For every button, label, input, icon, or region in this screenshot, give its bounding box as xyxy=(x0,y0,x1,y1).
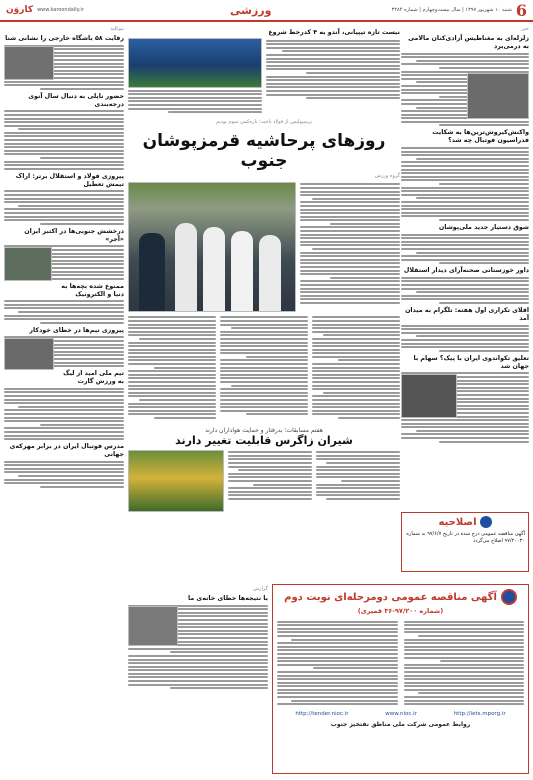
date-group xyxy=(392,1,527,20)
top-headline: نیست تازه تیپیانی، آندو به ۴ کدرخط شروع xyxy=(268,29,400,36)
news-photo xyxy=(467,73,529,119)
text-block xyxy=(316,451,400,500)
section-name: ورزشی xyxy=(230,4,272,17)
page-header xyxy=(0,0,533,22)
right-story2-title: واکنش‌کیروش‌ترین‌ها به شکایت فدراسیون فوتبال چه شد؟ xyxy=(432,129,529,145)
left-story1-title: رقابت ۵۸ باشگاه خارجی را نشانی شنا xyxy=(5,35,124,42)
text-block xyxy=(128,316,216,419)
bottom-story-title: با نتیجه‌ها خطای خانه‌ی ما xyxy=(187,595,268,602)
text-block xyxy=(4,388,124,440)
oil-company-icon xyxy=(480,516,492,528)
left-story3-title: پیروزی فولاد و استقلال برتر: اراک تیمش تعطیل xyxy=(15,172,124,188)
right-story4-title: داور خوزستانی صحنه‌آرای دیدار استقلال xyxy=(403,267,529,275)
left-story6-title: پیروزی تیم‌ها در خطا‌ی خودکار xyxy=(29,326,124,334)
tender-ad xyxy=(272,584,529,774)
byline: گروه ورزش xyxy=(374,172,400,179)
tender-url-1[interactable]: http://iets.mporg.ir xyxy=(453,710,506,717)
left-section-label: نیوکلید xyxy=(110,26,124,32)
right-story1-title: زلزله‌ای به مغناطیس آزادی‌کنان مالامی به درمی‌برد xyxy=(408,35,529,50)
player-figure xyxy=(231,231,253,311)
tender-subtitle: (شماره ۹۷/۲۰۰-۳۶ قمیری) xyxy=(357,607,444,615)
main-story xyxy=(128,131,400,421)
main-photo xyxy=(128,182,296,312)
second-kicker: هفتم مسابقات؛ بدرفتار و حمایت هواداران دارند xyxy=(205,426,323,434)
left-story2-title: حضور ناپلی به دنبال سال آنوی درجه‌بندی xyxy=(28,92,124,108)
left-story5-title: ممنوع شده بچه‌ها به دنیا و الکترونیک xyxy=(61,282,124,298)
text-block xyxy=(128,90,262,114)
tender-url-3[interactable]: http://tender.nioc.ir xyxy=(295,710,349,717)
right-story5-title: اقلای تکراری اول هفته: تلگرام به میدان آمد xyxy=(405,307,529,323)
team-photo xyxy=(128,38,262,88)
text-block xyxy=(401,325,529,352)
text-block xyxy=(220,316,308,415)
player-figure xyxy=(175,223,197,311)
top-sub: پرسپولیس از فولاد باخت؛ تازه‌کمی سوم بودیم xyxy=(216,118,312,125)
tender-title: آگهی مناقصه عمومی دومرحله‌ای نوبت دوم xyxy=(284,591,497,603)
text-block xyxy=(401,53,529,69)
text-block xyxy=(312,316,400,419)
page-number: 6 xyxy=(515,0,527,20)
text-block xyxy=(4,300,124,324)
text-block xyxy=(401,234,529,265)
text-block xyxy=(228,451,312,500)
correction-box xyxy=(401,512,529,572)
text-block xyxy=(266,40,400,100)
second-story xyxy=(128,427,400,512)
text-block xyxy=(4,190,124,224)
news-photo xyxy=(401,374,457,418)
correction-text: آگهی مناقصه عمومی درج شده در تاریخ ۹۷/۶/۷ به شماره ۹۷/۲۰۰۳۰ اصلاح می‌گردد xyxy=(406,531,525,544)
text-block xyxy=(401,147,529,221)
text-block xyxy=(4,461,124,488)
news-photo xyxy=(128,606,178,646)
left-column xyxy=(4,26,124,489)
brand-logo: کاروَن xyxy=(6,5,34,15)
player-figure xyxy=(203,227,225,311)
left-story4-title: درخشش جنوبی‌ها در اکتبر ایران «آجر» xyxy=(24,227,124,243)
right-story3-title: شوق دستیار جدید ملی‌پوشان xyxy=(438,223,529,231)
bottom-kicker: گزارش xyxy=(252,586,268,592)
correction-title: اصلاحیه xyxy=(438,516,477,528)
text-block xyxy=(4,110,124,170)
right-story6-title: تعلیق تکواندوی ایران با پیک؟ سهام با جهان شد xyxy=(413,354,529,370)
tender-url-2[interactable]: www.nioc.ir xyxy=(385,710,417,717)
news-photo xyxy=(4,46,54,80)
website-link[interactable]: www.karoondaily.ir xyxy=(37,7,84,13)
left-story8-title: مدرس فوتبال ایران در برابر مهرکه‌ی جهانی xyxy=(9,443,124,459)
second-title: شیران زاگرس قابلیت تغییر دارند xyxy=(175,433,353,447)
bottom-story xyxy=(128,586,268,691)
nioc-logo-icon xyxy=(501,589,517,605)
brand-group xyxy=(6,5,84,15)
second-photo xyxy=(128,450,224,512)
text-block xyxy=(404,621,525,706)
text-block xyxy=(277,621,398,706)
news-photo xyxy=(4,247,52,281)
player-figure xyxy=(139,233,165,311)
text-block xyxy=(401,277,529,304)
player-figure xyxy=(259,235,281,311)
tender-footer: روابط عمومی شرکت ملی مناطق نفتخیز جنوب xyxy=(330,720,471,728)
right-section-label: خبر xyxy=(521,26,529,32)
news-photo xyxy=(4,338,54,370)
left-story7-title: تیم ملی امید از لیگ به ورزش گارت xyxy=(63,370,124,386)
date-line: شنبه ۱۰ شهریور ۱۳۹۷ | سال بیست‌وچهارم | شماره ۳۲۸۴ xyxy=(391,7,512,13)
right-column xyxy=(401,26,529,444)
middle-column xyxy=(128,26,400,512)
main-title: روزهای پرحاشیه قرمزپوشان جنوب xyxy=(142,130,386,171)
text-block xyxy=(300,183,400,304)
